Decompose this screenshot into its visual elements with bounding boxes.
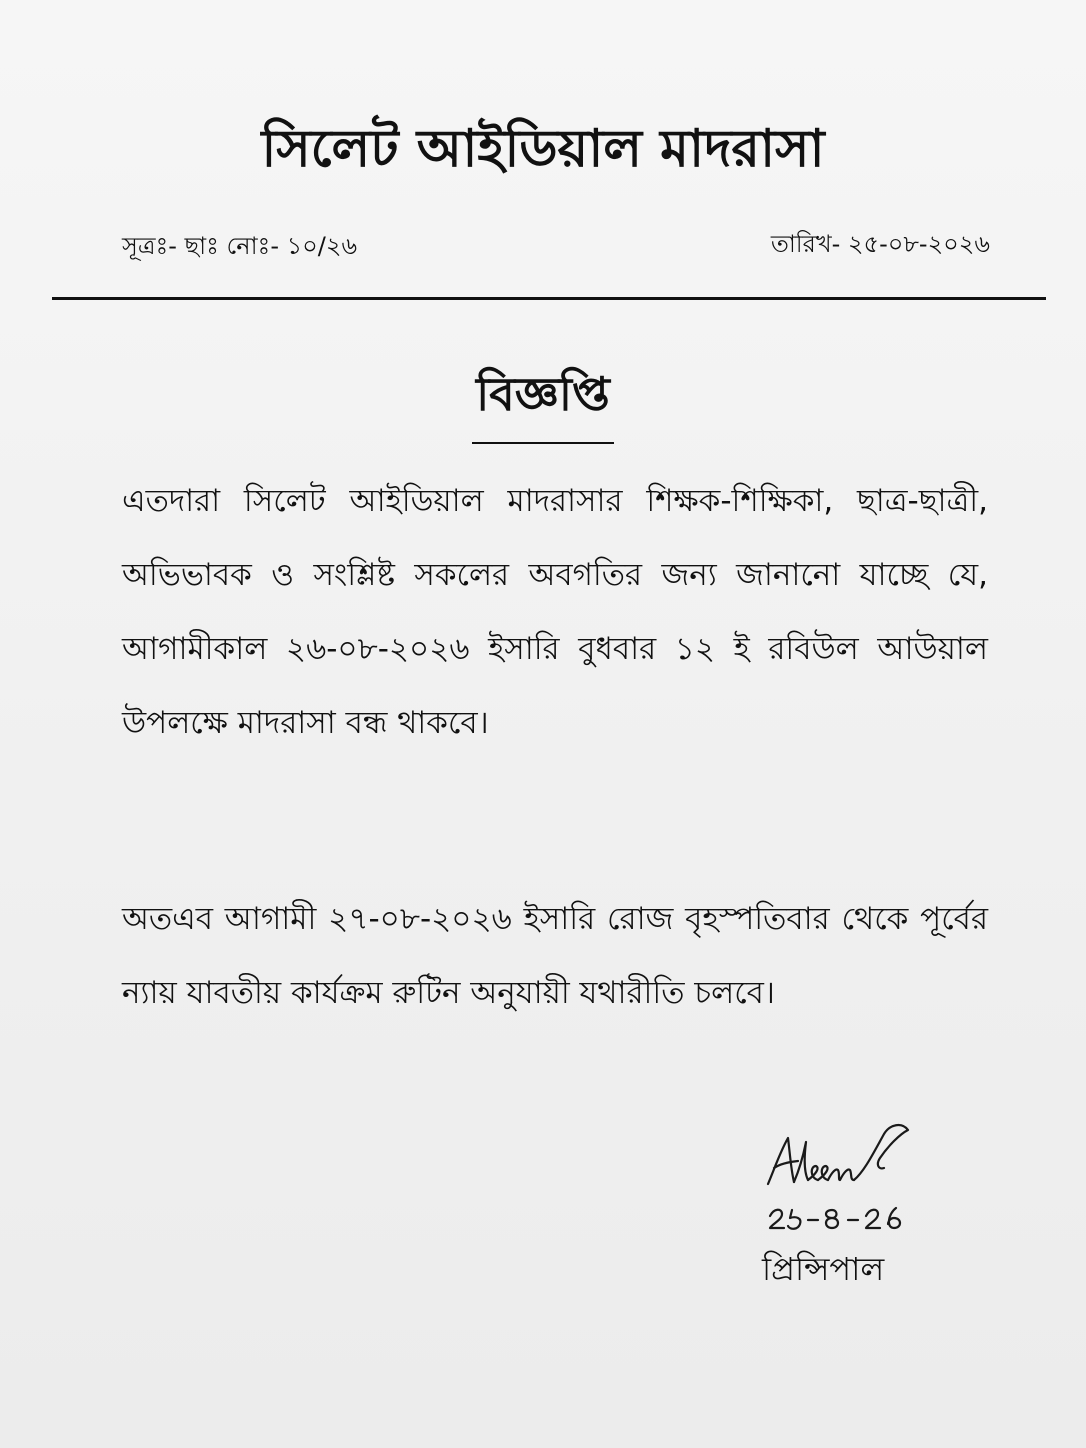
notice-date: তারিখ- ২৫-০৮-২০২৬: [770, 230, 990, 258]
notice-heading-wrap: [0, 360, 1086, 444]
reference-number: সূত্রঃ- ছাঃ নোঃ- ১০/২৬: [122, 232, 358, 260]
notice-paragraph-1: এতদারা সিলেট আইডিয়াল মাদরাসার শিক্ষক-শিক্ষিকা, ছাত্র-ছাত্রী, অভিভাবক ও সংশ্লিষ্ট সকলের অবগতির জন্য জানানো যাচ্ছে যে, আগামীকাল ২৬-০৮-২০২৬ ইসারি বুধবার ১২ ই রবিউল আউয়াল উপলক্ষে মাদরাসা বন্ধ থাকবে।: [122, 483, 988, 741]
header-divider: [52, 297, 1046, 300]
notice-paragraph-2: অতএব আগামী ২৭-০৮-২০২৬ ইসারি রোজ বৃহস্পতিবার থেকে পূর্বের ন্যায় যাবতীয় কার্যক্রম রুটিন অনুযায়ী যথারীতি চলবে।: [122, 901, 988, 1011]
signer-title: প্রিন্সিপাল: [762, 1250, 885, 1288]
handwritten-signature: [760, 1112, 940, 1232]
institution-name: সিলেট আইডিয়াল মাদরাসা: [261, 119, 825, 179]
notice-heading: বিজ্ঞপ্তি: [472, 360, 614, 444]
